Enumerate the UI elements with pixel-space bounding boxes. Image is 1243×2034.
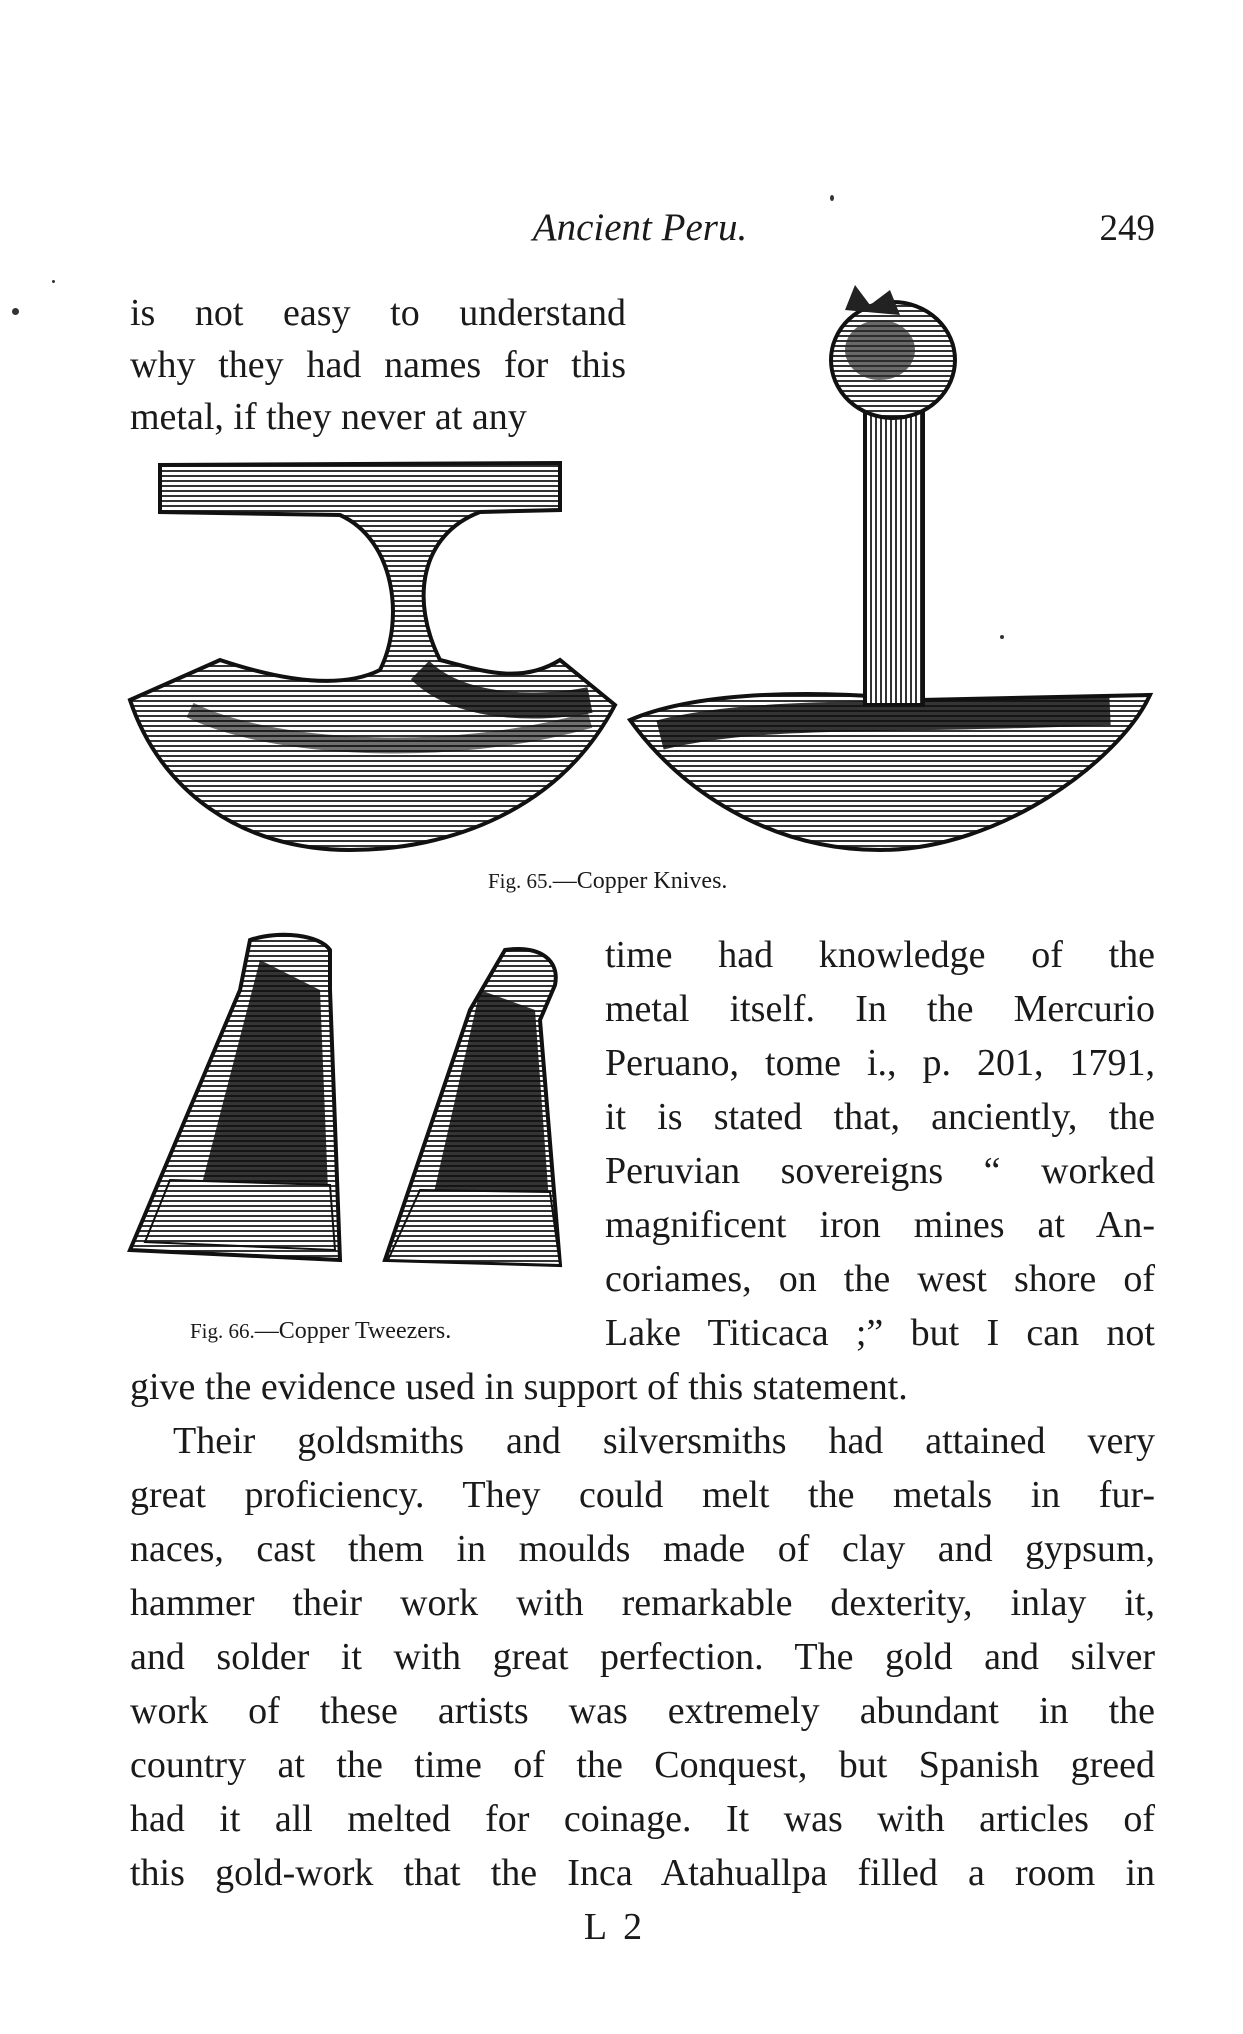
- ink-speck: [12, 308, 19, 315]
- text-line: and solder it with great perfection. The gold and silver: [130, 1636, 1155, 1678]
- signature-mark: L 2: [583, 1906, 647, 1948]
- copper-knives-illustration: [120, 290, 1160, 850]
- figure-66-caption: [190, 1318, 451, 1345]
- text-line: country at the time of the Conquest, but Spanish greed: [130, 1744, 1155, 1786]
- text-line: time had knowledge of the: [605, 934, 1155, 976]
- left-tweezer: [130, 935, 340, 1260]
- right-knife: [630, 285, 1150, 850]
- text-line: this gold-work that the Inca Atahuallpa filled a room in: [130, 1852, 1155, 1894]
- figure-65-title: —Copper Knives.: [552, 868, 728, 894]
- ink-speck: [52, 280, 55, 283]
- right-tweezer: [385, 949, 560, 1265]
- text-line: Their goldsmiths and silversmiths had attained very: [173, 1420, 1155, 1462]
- figure-66-number: Fig. 66.: [190, 1319, 255, 1343]
- text-line: naces, cast them in moulds made of clay and gypsum,: [130, 1528, 1155, 1570]
- text-line: Peruvian sovereigns “ worked: [605, 1150, 1155, 1192]
- text-line: it is stated that, anciently, the: [605, 1096, 1155, 1138]
- text-line: work of these artists was extremely abundant in the: [130, 1690, 1155, 1732]
- text-line: Peruano, tome i., p. 201, 1791,: [605, 1042, 1155, 1084]
- text-line: metal itself. In the Mercurio: [605, 988, 1155, 1030]
- text-line: metal, if they never at any: [130, 396, 527, 438]
- running-title: Ancient Peru.: [532, 206, 748, 249]
- text-line: Lake Titicaca ;” but I can not: [605, 1312, 1155, 1354]
- text-line: magnificent iron mines at An-: [605, 1204, 1155, 1246]
- left-knife: [130, 463, 615, 850]
- text-line: had it all melted for coinage. It was with articles of: [130, 1798, 1155, 1840]
- ink-speck: [830, 195, 834, 201]
- text-line: hammer their work with remarkable dexterity, inlay it,: [130, 1582, 1155, 1624]
- page-number: 249: [1099, 208, 1155, 249]
- text-line: great proficiency. They could melt the metals in fur-: [130, 1474, 1155, 1516]
- figure-65-caption: [488, 868, 727, 895]
- figure-65-number: Fig. 65.: [488, 869, 553, 893]
- text-line: give the evidence used in support of this statement.: [130, 1366, 908, 1408]
- copper-tweezers-illustration: [130, 930, 590, 1280]
- text-line: why they had names for this: [130, 344, 626, 386]
- text-line: is not easy to understand: [130, 292, 626, 334]
- text-line: coriames, on the west shore of: [605, 1258, 1155, 1300]
- ink-speck: [1000, 635, 1004, 639]
- figure-66-title: —Copper Tweezers.: [254, 1318, 452, 1344]
